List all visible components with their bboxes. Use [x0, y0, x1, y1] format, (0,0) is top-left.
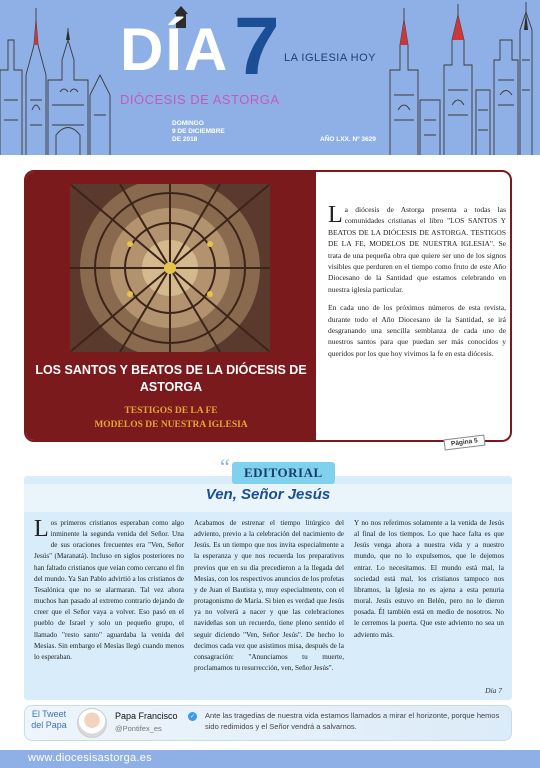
drop-cap: L — [328, 202, 343, 228]
masthead-diocese: DIÓCESIS DE ASTORGA — [120, 92, 280, 107]
editorial-title: Ven, Señor Jesús — [205, 486, 331, 503]
feature-paragraph: La diócesis de Astorga presenta a todas las comunidades cristianas el libro "LOS SANTOS Y BEATOS DE LA DIÓCESIS DE ASTORGA. TESTIGOS DE LA FE, MODELOS DE NUESTRA IGLESIA". Se trata de una pequeña obra que quiere ser uno de los signos visibles que perduren en el tiempo como fruto de este Año Diocesano de la Santidad que estamos celebrando en nuestra iglesia particular. — [328, 202, 506, 294]
pope-avatar[interactable] — [77, 708, 107, 738]
editorial-columns — [34, 518, 504, 674]
issue-number: AÑO LXX. Nº 3629 — [320, 136, 376, 143]
verified-check-icon: ✓ — [189, 713, 196, 720]
quote-icon: “ — [220, 454, 230, 479]
feature-body — [328, 204, 506, 366]
feature-panel — [26, 172, 316, 440]
editorial-column: Los primeros cristianos esperaban como algo inminente la segunda venida del Señor. Una de sus oraciones frecuentes era "Ven, Señor Jesús" (Maranatá). Incluso en siglos posteriores no han faltado cristianos que veían como cercano el fin del mundo. Ya San Pablo advirtió a los cristianos de Tesalónica que no se alarmaran. Tal vez ahora muchos han pasado al extremo contrario dejando de creer que el Señor vaya a volver. Eso pasó en el pueblo de Israel y solo un pequeño grupo, el llamado "resto santo" aguardaba la venida del Mesías. Sin embargo el Mesías llegó cuando menos lo esperaban. — [34, 516, 184, 661]
editorial-section — [24, 454, 512, 700]
editorial-column: Y no nos referimos solamente a la venida de Jesús al final de los tiempos. Lo que hace falta es que Jesús venga ahora a nuestra vida y a nuestro mundo, que no lo expulsemos, que le dejemos entrar. Lo necesitamos. El mundo está mal, la sociedad está mal, los cristianos tampoco nos libramos, la Iglesia no es ajena a esta penuria moral. Jesús estuvo en Belén, pero no le dieron posada. Él también está en medio de nosotros. No le cerremos la puerta. Que este adviento no sea un adviento más. — [354, 519, 504, 639]
pope-tweet-box[interactable] — [24, 705, 512, 741]
editorial-label: EDITORIAL — [232, 462, 335, 484]
masthead-number: 7 — [234, 1, 280, 92]
editorial-signature: Día 7 — [485, 686, 502, 695]
website-link[interactable]: www.diocesisastorga.es — [28, 752, 152, 764]
cathedral-vault-image — [70, 184, 270, 352]
page-reference-link[interactable]: Página 5 — [443, 435, 485, 451]
issue-date: DOMINGO 9 DE DICIEMBRE DE 2018 — [172, 120, 225, 144]
tweet-author-handle[interactable]: @Pontifex_es — [115, 724, 162, 733]
feature-tagline: TESTIGOS DE LA FE MODELOS DE NUESTRA IGLESIA — [94, 406, 248, 431]
footer-bar — [0, 750, 540, 768]
masthead-title: DÍA — [120, 16, 230, 83]
tweet-author-name[interactable]: Papa Francisco — [115, 711, 178, 721]
feature-title: LOS SANTOS Y BEATOS DE LA DIÓCESIS DE ASTORGA — [35, 363, 307, 394]
editorial-column: Acabamos de estrenar el tiempo litúrgico del adviento, previo a la celebración del nacimiento de Jesús. Es un tiempo que nos invita especialmente a la esperanza y que nos recuerda los preparativos previos que en su día precedieron a la llegada del Mesías, con los respectivos anuncios de los profetas y de Juan el Bautista y, muy especialmente, con el protagonismo de María. Si bien es verdad que Jesús ya no volverá a nacer y que las celebraciones navideñas son un recuerdo, tiene pleno sentido el seguir diciendo "Ven, Señor Jesús". De hecho lo decimos cada vez que asistimos misa, después de la consagración: "Anunciamos tu muerte, proclamamos tu resurrección, ven, Señor Jesús". — [194, 519, 344, 673]
feature-paragraph: En cada uno de los próximos números de esta revista, durante todo el Año Diocesano de la Santidad, se irá desgranando una sencilla semblanza de cada uno de nuestros santos para que puedan ser más conocidos y queridos por los que hoy vivimos la fe en esta diócesis. — [328, 303, 506, 358]
drop-cap: L — [34, 516, 49, 542]
tweet-text: Ante las tragedias de nuestra vida estamos llamados a mirar el horizonte, porque hemos sido redimidos y el Señor vendrá a salvarnos. — [205, 711, 500, 731]
masthead-header — [0, 0, 540, 155]
feature-card — [24, 170, 512, 442]
masthead-subtitle: LA IGLESIA HOY — [284, 52, 376, 64]
tweet-label: El Tweet del Papa — [31, 709, 67, 730]
